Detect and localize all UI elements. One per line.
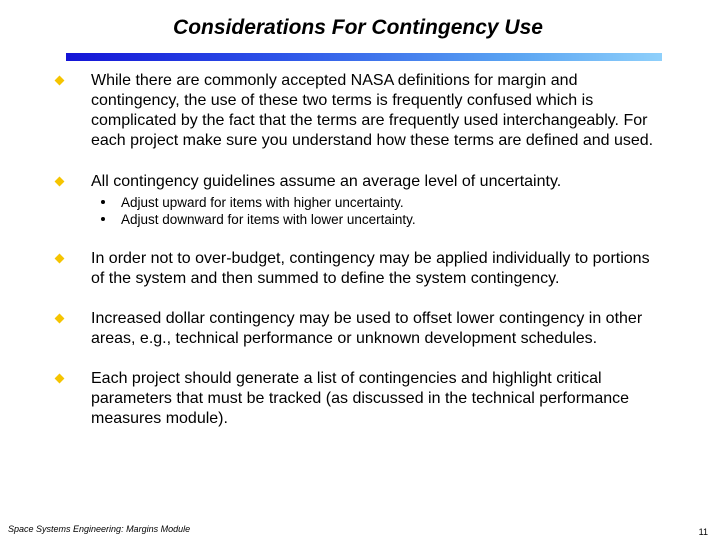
diamond-bullet-icon <box>55 177 65 187</box>
sub-bullet-list <box>101 194 662 228</box>
diamond-bullet-icon <box>55 314 65 324</box>
bullet-item <box>52 369 662 429</box>
sub-bullet-item <box>101 211 662 228</box>
bullet-item <box>52 71 662 151</box>
footer-text: Space Systems Engineering: Margins Module <box>8 524 191 534</box>
diamond-bullet-icon <box>55 76 65 86</box>
diamond-bullet-icon <box>55 254 65 264</box>
bullet-text: Increased dollar contingency may be used to offset lower contingency in other areas, e.g., technical performance or unknown development schedules. <box>91 310 643 347</box>
slide-title: Considerations For Contingency Use <box>173 16 543 39</box>
diamond-bullet-icon <box>55 374 65 384</box>
bullet-text: While there are commonly accepted NASA definitions for margin and contingency, the use of these two terms is frequently confused which is complicated by the fact that the terms are frequently used interchangeably. For each project make sure you understand how these terms are defined and used. <box>91 72 654 149</box>
sub-bullet-text: Adjust upward for items with higher uncertainty. <box>121 195 404 210</box>
sub-bullet-text: Adjust downward for items with lower uncertainty. <box>121 212 416 227</box>
dot-bullet-icon <box>101 200 105 204</box>
bullet-list <box>52 71 662 429</box>
bullet-item <box>52 172 662 228</box>
title-underline-rule <box>66 53 662 61</box>
bullet-item <box>52 309 662 349</box>
bullet-text: Each project should generate a list of contingencies and highlight critical parameters that must be tracked (as discussed in the technical performance measures module). <box>91 370 630 427</box>
sub-bullet-item <box>101 194 662 211</box>
bullet-text: In order not to over-budget, contingency may be applied individually to portions of the system and then summed to define the system contingency. <box>91 250 650 287</box>
dot-bullet-icon <box>101 217 105 221</box>
bullet-item <box>52 249 662 289</box>
page-number: 11 <box>698 527 708 537</box>
bullet-text: All contingency guidelines assume an average level of uncertainty. <box>91 173 562 190</box>
